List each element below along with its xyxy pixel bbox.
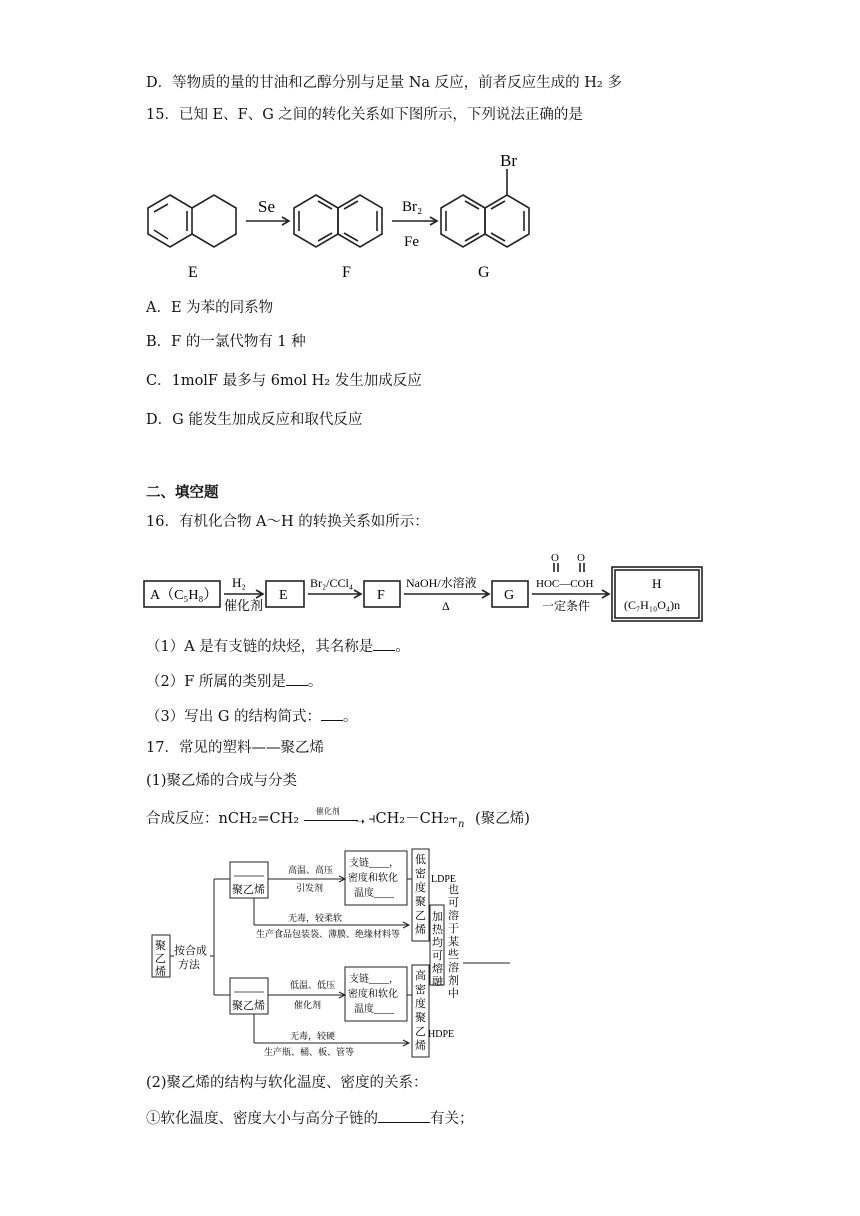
hdpe-vert-2: 密 <box>415 984 426 996</box>
ldpe-use-1: 无毒，较柔软 <box>288 913 343 923</box>
ldpe-use-2: 生产食品包装袋、薄膜、绝缘材料等 <box>256 929 401 939</box>
flow-box-g: G <box>504 588 515 603</box>
mid-2-4: 于 <box>448 923 459 935</box>
ldpe-cond-bottom: 引发剂 <box>296 883 324 893</box>
q17-stem: 17．常见的塑料——聚乙烯 <box>146 740 324 756</box>
tree-root-3: 烯 <box>155 966 166 978</box>
label-f: F <box>342 264 351 281</box>
hdpe-cond-bottom: 催化剂 <box>294 1000 322 1010</box>
reagent-fe: Fe <box>404 234 419 250</box>
ldpe-vert-3: 度 <box>415 882 426 894</box>
q17-item1 <box>146 1108 474 1129</box>
answer-blank[interactable] <box>373 636 395 651</box>
label-e: E <box>188 264 198 281</box>
ldpe-head: 聚乙烯 <box>232 884 265 896</box>
hdpe-props-2: 密度和软化 <box>348 989 398 1000</box>
ldpe-props-2: 密度和软化 <box>348 873 398 884</box>
reaction-n: n <box>457 818 465 830</box>
q16-sub1-text: （1）A 是有支链的炔烃，其名称是 <box>146 639 374 655</box>
flow-arrow4-o1: O <box>551 552 559 564</box>
benzene-ring-e <box>148 195 192 247</box>
hdpe-cond-top: 低温、低压 <box>290 980 336 990</box>
mid-2-6: 些 <box>448 949 459 961</box>
label-g: G <box>478 264 490 281</box>
hdpe-head: 聚乙烯 <box>232 1000 265 1012</box>
q17-part1: (1)聚乙烯的合成与分类 <box>146 773 298 789</box>
ldpe-vert-5: 乙 <box>415 910 426 922</box>
ldpe-abbr: LDPE <box>431 874 456 885</box>
ldpe-vert-6: 烯 <box>415 924 426 936</box>
reaction-reactant: 合成反应：nCH₂=CH₂ <box>146 811 300 827</box>
q15-reaction-diagram <box>140 145 560 285</box>
tree-root-1: 聚 <box>155 940 166 952</box>
q16-flow-diagram <box>140 548 710 628</box>
mid-1-3: 均 <box>432 937 443 949</box>
mid-1-6: 融 <box>432 976 443 988</box>
flow-box-h-top: H <box>652 576 662 591</box>
reaction-product: ⫞CH₂－CH₂⫟ <box>368 811 458 827</box>
q17-part2: (2)聚乙烯的结构与软化温度、密度的关系： <box>146 1075 428 1091</box>
q17-classification-tree <box>150 845 520 1065</box>
q17-item1-end: 有关； <box>430 1111 474 1127</box>
q17-item1-text: ①软化温度、密度大小与高分子链的 <box>146 1111 378 1127</box>
q16-sub1-end: 。 <box>395 639 410 655</box>
arrow-line <box>304 820 358 821</box>
flow-box-e: E <box>279 588 288 603</box>
flow-arrow1-bottom: 催化剂 <box>224 598 264 613</box>
q16-sub2 <box>146 671 322 692</box>
hdpe-vert-6: 烯 <box>415 1040 426 1052</box>
q15-option-b: B．F 的一氯代物有 1 种 <box>146 334 306 350</box>
flow-box-a: A（C₅H₈） <box>150 588 218 603</box>
tree-root-2: 乙 <box>155 953 166 965</box>
flow-arrow4-bottom: 一定条件 <box>542 599 591 613</box>
hdpe-vert-4: 聚 <box>415 1012 426 1024</box>
mid-2-3: 溶 <box>448 910 459 922</box>
flow-arrow3-bottom: Δ <box>442 599 450 613</box>
answer-blank[interactable] <box>286 671 308 686</box>
q16-sub1 <box>146 636 410 657</box>
mid-1-4: 可 <box>432 950 443 962</box>
q16-stem: 16．有机化合物 A～H 的转换关系如所示： <box>146 514 429 530</box>
hdpe-use-2: 生产瓶、桶、板、管等 <box>264 1047 355 1057</box>
flow-box-h-bottom: (C₇H₁₀O₄)n <box>624 598 681 612</box>
ldpe-vert-2: 密 <box>415 868 426 880</box>
q15-option-d: D．G 能发生加成反应和取代反应 <box>146 412 363 428</box>
flow-arrow4-top: HOC—COH <box>536 578 594 590</box>
ldpe-vert-1: 低 <box>415 854 426 866</box>
flow-box-f: F <box>377 588 385 603</box>
ldpe-cond-top: 高温、高压 <box>288 865 334 875</box>
q16-sub2-text: （2）F 所属的类别是 <box>146 674 286 690</box>
reaction-label: (聚乙烯) <box>475 811 530 827</box>
mid-2-1: 也 <box>448 884 459 896</box>
q14-option-d: D．等物质的量的甘油和乙醇分别与足量 Na 反应，前者反应生成的 H₂ 多 <box>146 75 622 91</box>
tree-method-1: 按合成 <box>174 945 207 957</box>
flow-arrow4-o2: O <box>577 552 585 564</box>
q16-sub3 <box>146 706 358 727</box>
hdpe-vert-5: 乙 <box>415 1026 426 1038</box>
mid-1-5: 熔 <box>432 963 443 975</box>
q16-sub3-end: 。 <box>343 709 358 725</box>
tree-method-2: 方法 <box>178 959 200 971</box>
reagent-se: Se <box>258 197 275 216</box>
reaction-arrow <box>304 807 365 828</box>
reaction-catalyst: 催化剂 <box>315 807 340 816</box>
q16-sub3-text: （3）写出 G 的结构简式： <box>146 709 322 725</box>
hdpe-vert-1: 高 <box>415 970 426 982</box>
answer-blank[interactable] <box>378 1108 430 1123</box>
g-ring-1 <box>441 195 485 247</box>
q16-sub2-end: 。 <box>307 674 323 690</box>
mid-2-5: 某 <box>448 936 459 948</box>
naphthalene-ring-2 <box>338 195 382 247</box>
arrow-head: ➝ <box>355 815 365 828</box>
g-ring-2 <box>485 195 529 247</box>
q15-option-a: A．E 为苯的同系物 <box>146 300 274 316</box>
ldpe-vert-4: 聚 <box>415 896 426 908</box>
ldpe-props-1: 支链____， <box>349 858 399 869</box>
hdpe-props-3: 温度____ <box>354 1004 394 1015</box>
naphthalene-ring-1 <box>294 195 338 247</box>
ldpe-props-3: 温度____ <box>354 888 394 899</box>
hdpe-vert-3: 度 <box>415 998 426 1010</box>
flow-arrow3-top: NaOH/水溶液 <box>406 576 477 590</box>
hdpe-use-1: 无毒，较硬 <box>290 1031 336 1041</box>
q15-option-c: C．1molF 最多与 6mol H₂ 发生加成反应 <box>146 373 422 389</box>
section-title: 二、填空题 <box>146 485 219 501</box>
q17-reaction <box>146 809 530 835</box>
substituent-br: Br <box>500 151 517 170</box>
hdpe-props-1: 支链____， <box>349 974 399 985</box>
flow-arrow1-top: H₂ <box>232 575 246 590</box>
reagent-br2: Br₂ <box>402 199 423 215</box>
mid-1-2: 热 <box>432 924 443 936</box>
mid-2-8: 剂 <box>448 975 459 987</box>
mid-2-9: 中 <box>448 988 459 1000</box>
mid-2-7: 溶 <box>448 962 459 974</box>
saturated-ring-e <box>192 195 236 247</box>
hdpe-abbr: HDPE <box>428 1029 455 1040</box>
q15-stem: 15．已知 E、F、G 之间的转化关系如下图所示，下列说法正确的是 <box>146 107 583 123</box>
flow-arrow2-top: Br₂/CCl₄ <box>310 576 354 590</box>
mid-2-2: 可 <box>448 897 459 909</box>
mid-1-1: 加 <box>432 911 443 923</box>
answer-blank[interactable] <box>321 706 343 721</box>
